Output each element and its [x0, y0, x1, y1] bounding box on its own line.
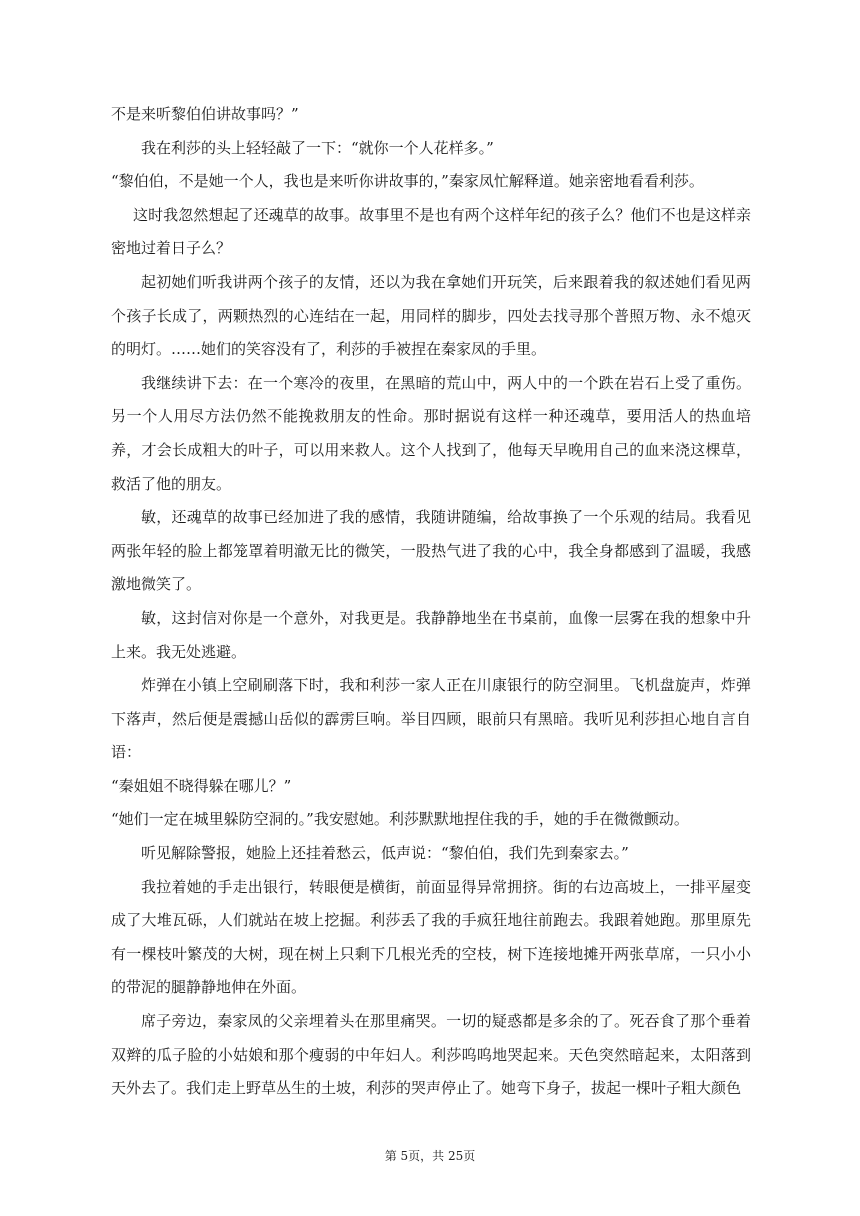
page-number: 第 5页，共 25页 [384, 1149, 476, 1163]
paragraph: 敏，这封信对你是一个意外，对我更是。我静静地坐在书桌前，血像一层雾在我的想象中升上来。我无处逃避。 [111, 608, 751, 661]
paragraph: 听见解除警报，她脸上还挂着愁云，低声说：“黎伯伯，我们先到秦家去。” [141, 844, 629, 863]
paragraph: 炸弹在小镇上空刷刷落下时，我和利莎一家人正在川康银行的防空洞里。飞机盘旋声，炸弹下落声，然后便是震撼山岳似的霹雳巨响。举目四顾，眼前只有黑暗。我听见利莎担心地自言自语： [111, 676, 751, 762]
paragraph: 席子旁边，秦家凤的父亲埋着头在那里痛哭。一切的疑惑都是多余的了。死吞食了那个垂着双辫的瓜子脸的小姑娘和那个瘦弱的中年妇人。利莎呜呜地哭起来。天色突然暗起来，太阳落到天外去了。我们走上野草丛生的土坡，利莎的哭声停止了。她弯下身子，拔起一棵叶子粗大颜色 [111, 1012, 751, 1098]
paragraph: “她们一定在城里躲防空洞的。”我安慰她。利莎默默地捏住我的手，她的手在微微颤动。 [111, 810, 689, 829]
paragraph: 起初她们听我讲两个孩子的友情，还以为我在拿她们开玩笑，后来跟着我的叙述她们看见两个孩子长成了，两颗热烈的心连结在一起，用同样的脚步，四处去找寻那个普照万物、永不熄灭的明灯。……她们的笑容没有了，利莎的手被捏在秦家凤的手里。 [111, 272, 751, 359]
paragraph: 不是来听黎伯伯讲故事吗？” [111, 105, 299, 123]
paragraph: 我继续讲下去：在一个寒冷的夜里，在黑暗的荒山中，两人中的一个跌在岩石上受了重伤。另一个人用尽方法仍然不能挽救朋友的性命。那时据说有这样一种还魂草，要用活人的热血培养，才会长成粗大的叶子，可以用来救人。这个人找到了，他每天早晚用自己的血来浇这棵草，救活了他的朋友。 [111, 373, 751, 493]
paragraph: 敏，还魂草的故事已经加进了我的感情，我随讲随编，给故事换了一个乐观的结局。我看见两张年轻的脸上都笼罩着明澈无比的微笑，一股热气进了我的心中，我全身都感到了温暖，我感激地微笑了。 [111, 508, 751, 594]
paragraph: “秦姐姐不晓得躲在哪儿？” [111, 776, 292, 795]
paragraph: 我在利莎的头上轻轻敲了一下：“就你一个人花样多。” [141, 138, 494, 157]
paragraph: 我拉着她的手走出银行，转眼便是横街，前面显得异常拥挤。街的右边高坡上，一排平屋变成了大堆瓦砾，人们就站在坡上挖掘。利莎丢了我的手疯狂地往前跑去。我跟着她跑。那里原先有一棵枝叶繁茂的大树，现在树上只剩下几根光秃的空枝，树下连接地摊开两张草席，一只小小的带泥的腿静静地伸在外面。 [111, 877, 751, 997]
document-body [111, 98, 751, 1106]
paragraph: “黎伯伯，不是她一个人，我也是来听你讲故事的，”秦家凤忙解释道。她亲密地看看利莎。 [111, 172, 704, 191]
page-footer [0, 1147, 860, 1164]
paragraph: 这时我忽然想起了还魂草的故事。故事里不是也有两个这样年纪的孩子么？他们不也是这样亲密地过着日子么？ [111, 205, 751, 258]
